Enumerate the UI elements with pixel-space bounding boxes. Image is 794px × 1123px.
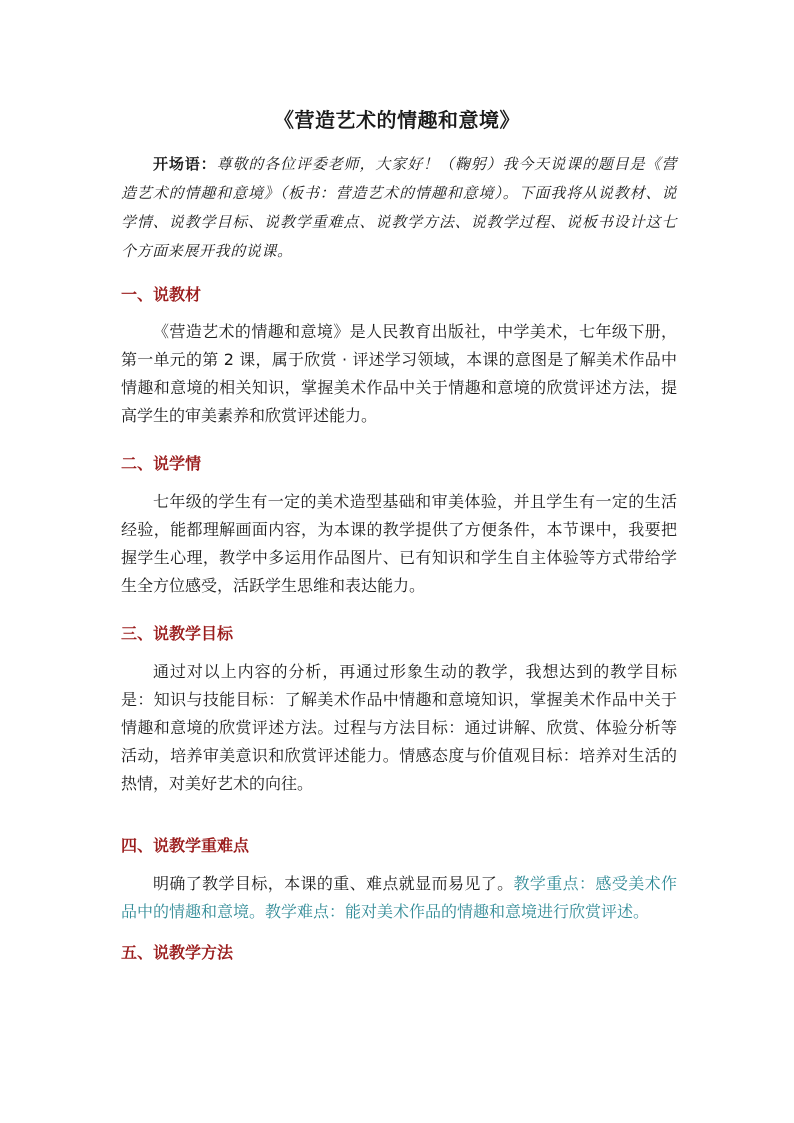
document-title: 《营造艺术的情趣和意境》 — [274, 108, 520, 132]
section-4-text: 明确了教学目标，本课的重、难点就显而易见了。 — [153, 874, 514, 893]
intro-text: 尊敬的各位评委老师，大家好！（鞠躬）我今天说课的题目是《营造艺术的情趣和意境》（板书：营造艺术的情趣和意境）。下面我将从说教材、说学情、说教学目标、说教学重难点、说教学方法、说教学过程、说板书设计这七个方面来展开我的说课。 — [121, 155, 677, 260]
section-1-paragraph: 《营造艺术的情趣和意境》是人民教育出版社，中学美术，七年级下册，第一单元的第 2 课，属于欣赏 · 评述学习领域，本课的意图是了解美术作品中情趣和意境的相关知识，掌握美术作品中关于情趣和意境的欣赏评述方法，提高学生的审美素养和欣赏评述能力。 — [121, 322, 677, 425]
section-heading-1: 一、说教材 — [121, 285, 202, 304]
intro-lead: 开场语 — [153, 155, 201, 173]
section-2-paragraph: 七年级的学生有一定的美术造型基础和审美体验，并且学生有一定的生活经验，能都理解画面内容，为本课的教学提供了方便条件，本节课中，我要把握学生心理，教学中多运用作品图片、已有知识和学生自主体验等方式带给学生全方位感受，活跃学生思维和表达能力。 — [121, 492, 677, 595]
section-heading-3: 三、说教学目标 — [121, 624, 234, 643]
intro-separator: ： — [200, 155, 217, 173]
section-heading-2: 二、说学情 — [121, 454, 202, 473]
section-heading-4: 四、说教学重难点 — [121, 836, 250, 855]
section-4-paragraph — [121, 870, 677, 926]
section-4-highlight: 教学重点：感受美术作品中的情趣和意境。教学难点：能对美术作品的情趣和意境进行欣赏评述。 — [121, 874, 677, 921]
section-heading-5: 五、说教学方法 — [121, 943, 234, 962]
section-3-paragraph: 通过对以上内容的分析，再通过形象生动的教学，我想达到的教学目标是：知识与技能目标：了解美术作品中情趣和意境知识，掌握美术作品中关于情趣和意境的欣赏评述方法。过程与方法目标：通过讲解、欣赏、体验分析等活动，培养审美意识和欣赏评述能力。情感态度与价值观目标：培养对生活的热情，对美好艺术的向往。 — [121, 662, 677, 793]
intro-paragraph — [121, 150, 677, 266]
